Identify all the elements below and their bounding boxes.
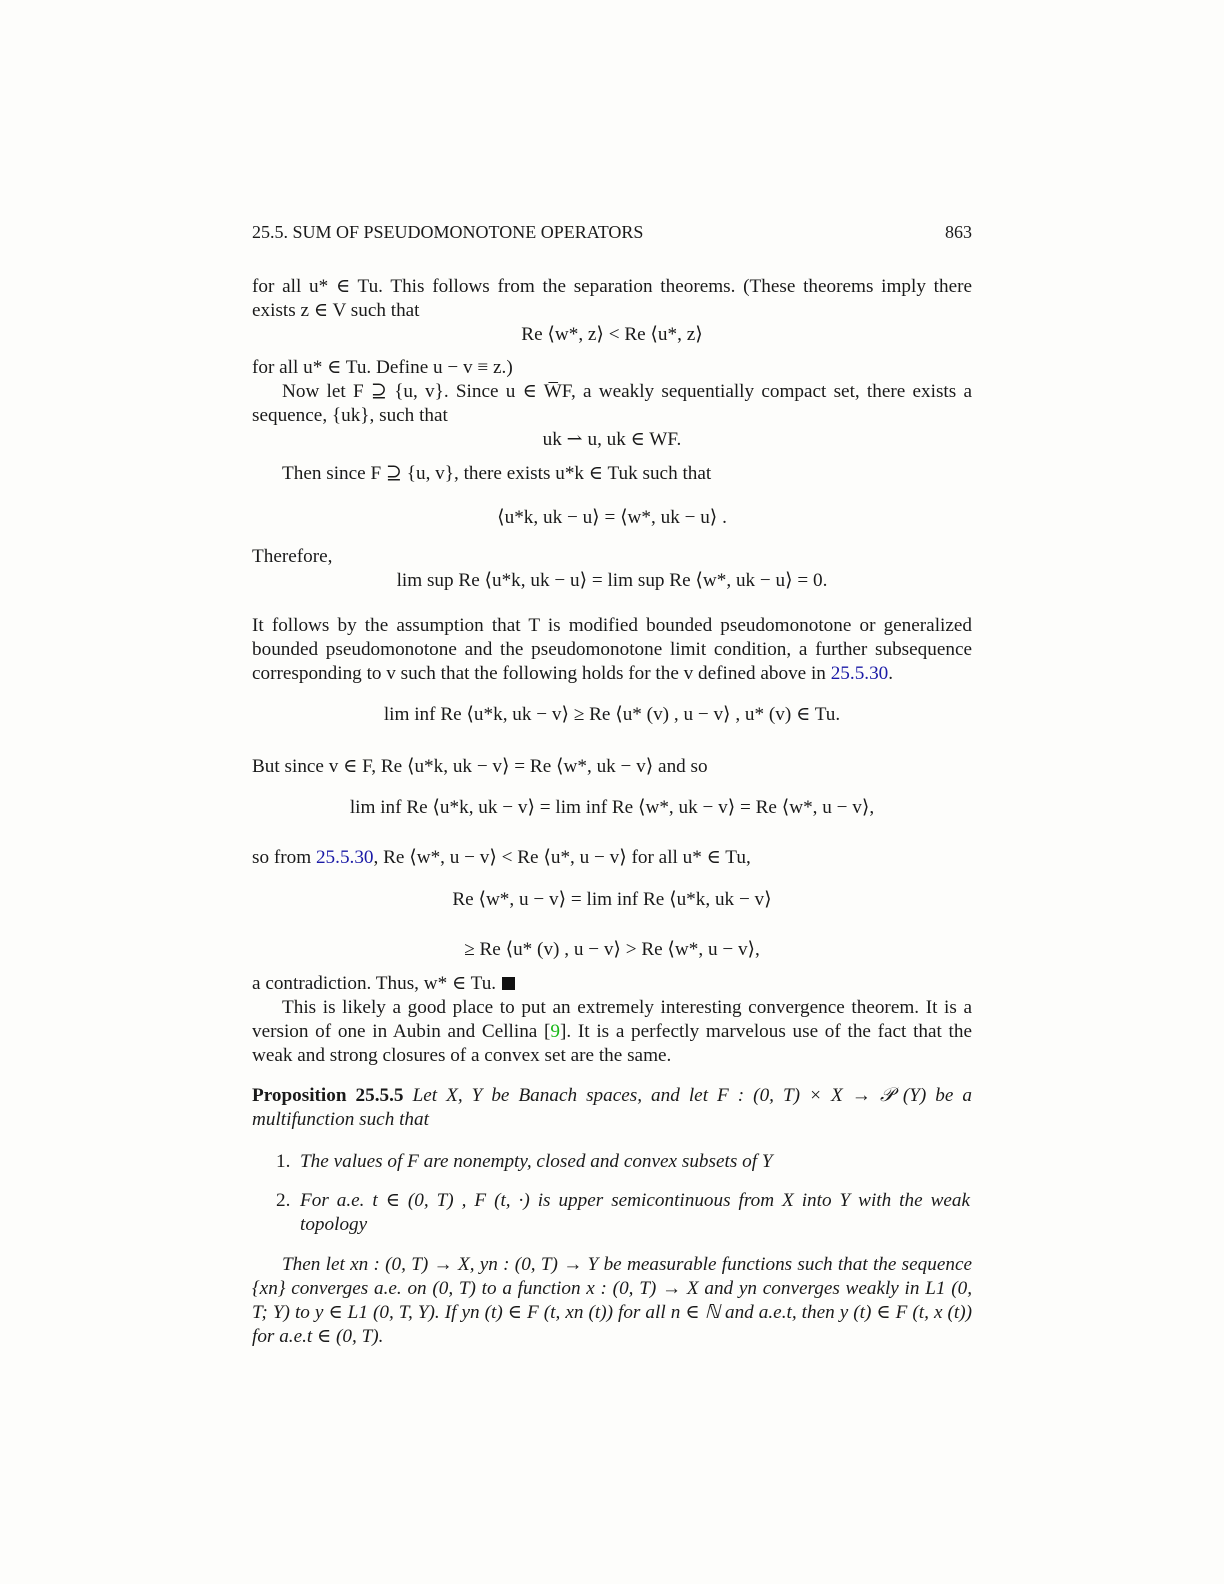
paragraph-contradiction [252,972,972,996]
equation-weak-convergence [252,428,972,452]
equation-liminf-equal [252,796,972,820]
eq-liminf: lim inf Re ⟨u*k, uk − v⟩ ≥ Re ⟨u* (v) , u − v⟩ , u* (v) ∈ Tu. [383,704,841,725]
text-convergence-intro: This is likely a good place to put an extremely interesting convergence theorem. It is a version of one in Aubin and Cellina [ [252,997,972,1042]
text-assumption: It follows by the assumption that T is modified bounded pseudomonotone or generalized bounded pseudomonotone and the pseudomonotone limit condition, a further subsequence corresponding to v such that the following holds for the v defined above in [252,615,972,684]
eq-chain-1: Re ⟨w*, u − v⟩ = lim inf Re ⟨u*k, uk − v⟩ [452,889,772,910]
equation-reference-link[interactable]: 25.5.30 [830,663,889,684]
text-contradiction: a contradiction. Thus, w* ∈ Tu. [252,973,497,994]
text-so-from-rest: , Re ⟨w*, u − v⟩ < Re ⟨u*, u − v⟩ for all u* ∈ Tu, [373,847,751,868]
eq-separation: Re ⟨w*, z⟩ < Re ⟨u*, z⟩ [521,324,703,345]
proposition-label: Proposition 25.5.5 [252,1085,404,1106]
text-convergence-intro-rest: ]. It is a perfectly marvelous use of the fact that the weak and strong closures of a convex set are the same. [252,1021,972,1066]
eq-liminf-equal: lim inf Re ⟨u*k, uk − v⟩ = lim inf Re ⟨w*, uk − v⟩ = Re ⟨w*, u − v⟩, [349,797,875,818]
paragraph-assumption: It follows by the assumption that T is modified bounded pseudomonotone or generalized bounded pseudomonotone and the pseudomonotone limit condition, a further subsequence corresponding to v such that the following holds for the v defined above in 25.5.30. [252,615,972,684]
paragraph-therefore [252,545,972,569]
equation-chain-2 [252,938,972,962]
proposition-item-2 [276,1189,972,1237]
running-header [252,222,972,243]
paragraph-convergence-intro [252,996,972,1068]
equation-reference-link-2[interactable]: 25.5.30 [315,847,374,868]
paragraph-so-from [252,846,972,870]
page-number: 863 [945,222,972,242]
item-text: For a.e. t ∈ (0, T) , F (t, ·) is upper semicontinuous from X into Y with the weak topology [300,1190,970,1235]
paragraph-sequence [252,380,972,428]
qed-square-icon [502,977,515,990]
running-title: 25.5. SUM OF PSEUDOMONOTONE OPERATORS [252,222,644,242]
text-separation: for all u* ∈ Tu. This follows from the separation theorems. (These theorems imply there exists z ∈ V such that [252,276,972,321]
eq-limsup: lim sup Re ⟨u*k, uk − u⟩ = lim sup Re ⟨w*, uk − u⟩ = 0. [396,570,828,591]
item-number: 2. [276,1190,291,1211]
equation-limsup [252,569,972,593]
citation-link[interactable]: 9 [550,1021,561,1042]
text-exists: Then since F ⊇ {u, v}, there exists u*k ∈ Tuk such that [282,463,712,484]
equation-separation [252,323,972,347]
eq-weak-convergence: uk ⇀ u, uk ∈ WF. [542,429,682,450]
text-therefore: Therefore, [252,546,333,567]
item-text: The values of F are nonempty, closed and convex subsets of Y [300,1151,773,1172]
proposition-statement [252,1084,972,1132]
equation-pairing [252,506,972,530]
proposition-item-1 [276,1150,972,1174]
text-sequence: Now let F ⊇ {u, v}. Since u ∈ W̅F, a weakly sequentially compact set, there exists a sequence, {uk}, such that [252,381,972,426]
eq-chain-2: ≥ Re ⟨u* (v) , u − v⟩ > Re ⟨w*, u − v⟩, [464,939,760,960]
paragraph-separation [252,275,972,323]
text-but-since: But since v ∈ F, Re ⟨u*k, uk − v⟩ = Re ⟨w*, uk − v⟩ and so [252,756,708,777]
text-conclusion: Then let xn : (0, T) → X, yn : (0, T) → Y be measurable functions such that the sequence {xn} converges a.e. on (0, T) to a function x : (0, T) → X and yn converges weakly in L1 (0, T; Y) to y ∈ L1 (0, T, Y). If yn (t) ∈ F (t, xn (t)) for all n ∈ ℕ and a.e.t, then y (t) ∈ F (t, x (t)) for a.e.t ∈ (0, T). [252,1254,972,1347]
item-number: 1. [276,1151,291,1172]
paragraph-but-since [252,755,972,779]
paragraph-define [252,356,972,380]
equation-liminf [252,703,972,727]
proposition-conclusion [252,1253,972,1349]
text-define: for all u* ∈ Tu. Define u − v ≡ z.) [252,357,513,378]
paragraph-exists [252,462,972,486]
eq-pairing: ⟨u*k, uk − u⟩ = ⟨w*, uk − u⟩ . [497,507,727,528]
text-so-from: so from [252,847,312,868]
proposition-text: Let X, Y be Banach spaces, and let F : (0, T) × X → 𝒫 (Y) be a multifunction such that [252,1085,973,1130]
equation-chain-1 [252,888,972,912]
